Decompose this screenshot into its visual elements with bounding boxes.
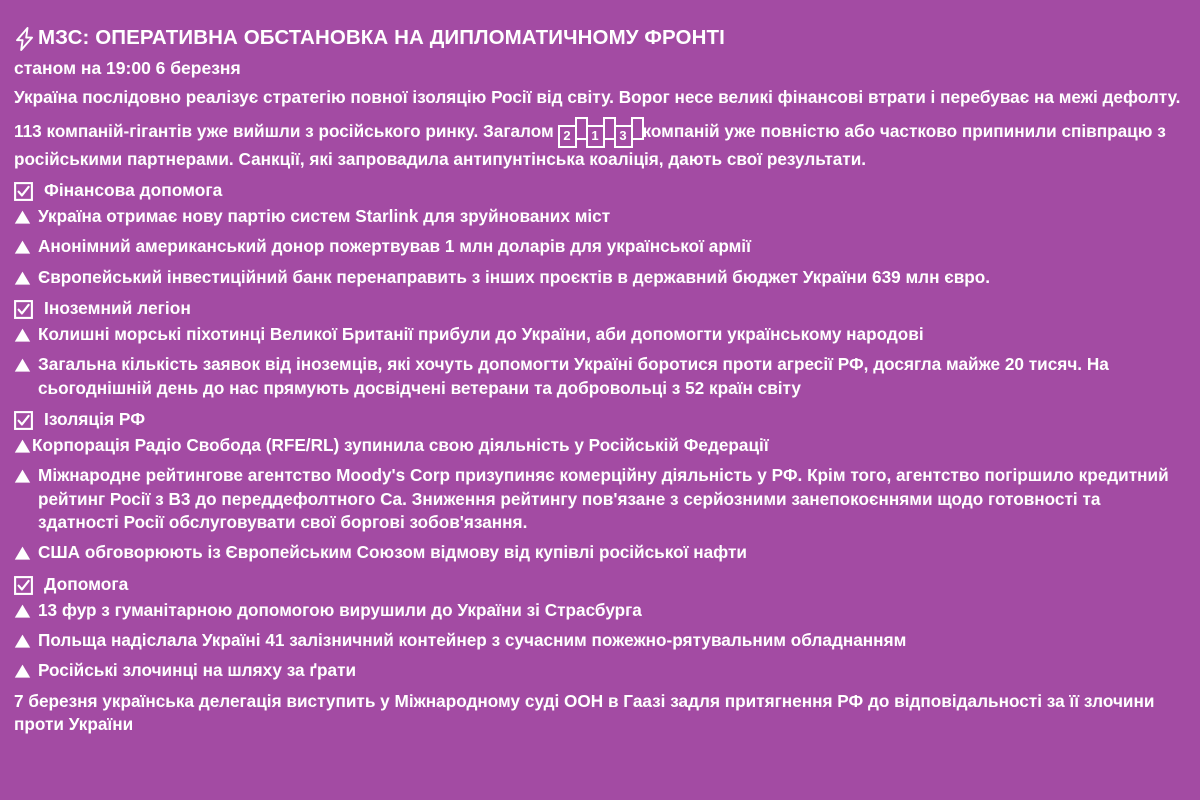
list-item-text: США обговорюють із Європейським Союзом відмову від купівлі російської нафти	[38, 542, 747, 563]
checkbox-checked-icon	[14, 576, 33, 595]
list-item	[14, 629, 1186, 652]
triangle-up-icon	[14, 603, 31, 619]
list-item-text: Україна отримає нову партію систем Starlink для зруйнованих міст	[38, 205, 611, 226]
triangle-up-icon	[14, 468, 31, 484]
triangle-up-icon	[14, 239, 31, 255]
list-item	[14, 464, 1186, 534]
list-item-text: Анонімний американський донор пожертвував 1 млн доларів для української армії	[38, 236, 751, 257]
list-item	[14, 353, 1186, 400]
section-heading	[14, 409, 1186, 430]
list-item-text: Міжнародне рейтингове агентство Moody's Corp призупиняє комерційну діяльність у РФ. Крім того, агентство погіршило кредитний рейтинг Росії з B3 до переддефолтного Ca. Зниження рейтингу пов'язане з серйозними занепокоєннями щодо готовності та здатності Росії обслуговувати свої боргові зобов'язання.	[38, 465, 1169, 533]
list-item-text: Корпорація Радіо Свобода (RFE/RL) зупинила свою діяльність у Російській Федерації	[32, 434, 769, 455]
triangle-up-icon	[14, 663, 31, 679]
list-item	[14, 434, 1186, 457]
section-title: Фінансова допомога	[44, 179, 223, 200]
section-heading	[14, 180, 1186, 201]
closing-paragraph: 7 березня українська делегація виступить у Міжнародному суді ООН в Гаазі задля притягнення РФ до відповідальності за її злочини проти України	[14, 690, 1155, 735]
checkbox-checked-icon	[14, 411, 33, 430]
high-voltage-icon	[14, 27, 36, 51]
intro-paragraph-1: Україна послідовно реалізує стратегію повної ізоляцію Росії від світу. Ворог несе великі фінансові втрати і перебуває на межі дефолту.	[14, 87, 1181, 108]
missing-glyph-box: 2	[558, 125, 577, 148]
missing-glyph-box: 3	[614, 125, 633, 148]
intro-paragraph-2	[14, 117, 1186, 171]
section-title: Допомога	[44, 573, 129, 594]
triangle-up-icon	[14, 209, 31, 225]
section-title: Іноземний легіон	[44, 297, 191, 318]
list-item-text: 13 фур з гуманітарною допомогою вирушили до України зі Страсбурга	[38, 599, 642, 620]
section-heading	[14, 574, 1186, 595]
intro-paragraph-2-before: 113 компаній-гігантів уже вийшли з російського ринку. Загалом	[14, 120, 559, 141]
list-item-text: Колишні морські піхотинці Великої Британії прибули до України, аби допомогти українському народові	[38, 323, 924, 344]
list-item	[14, 235, 1186, 258]
list-item	[14, 659, 1186, 682]
list-item-text: Російські злочинці на шляху за ґрати	[38, 660, 357, 681]
list-item-text: Європейський інвестиційний банк перенаправить з інших проєктів в державний бюджет України 639 млн євро.	[38, 266, 991, 287]
triangle-up-icon	[14, 327, 31, 343]
list-item-text: Польща надіслала Україні 41 залізничний контейнер з сучасним пожежно-рятувальним обладнанням	[38, 630, 907, 651]
intro-paragraph-2-after: компаній уже повністю або частково припинили співпрацю з російськими партнерами. Санкції, які запровадила антипунтінська коаліція, дають свої результати.	[14, 120, 1166, 169]
triangle-up-icon	[14, 270, 31, 286]
page-title	[14, 26, 1186, 50]
list-item	[14, 599, 1186, 622]
triangle-up-icon	[14, 438, 31, 454]
checkbox-checked-icon	[14, 300, 33, 319]
triangle-up-icon	[14, 545, 31, 561]
checkbox-checked-icon	[14, 182, 33, 201]
list-item	[14, 266, 1186, 289]
section-title: Ізоляція РФ	[44, 409, 146, 429]
list-item	[14, 205, 1186, 228]
list-item	[14, 323, 1186, 346]
triangle-up-icon	[14, 357, 31, 373]
triangle-up-icon	[14, 633, 31, 649]
list-item	[14, 541, 1186, 564]
timestamp: станом на 19:00 6 березня	[14, 58, 241, 78]
page-title-text: МЗС: ОПЕРАТИВНА ОБСТАНОВКА НА ДИПЛОМАТИЧНОМУ ФРОНТІ	[38, 26, 725, 50]
section-heading	[14, 298, 1186, 319]
list-item-text: Загальна кількість заявок від іноземців, які хочуть допомогти Україні боротися проти агресії РФ, досягла майже 20 тисяч. На сьогоднішній день до нас прямують досвідчені ветерани та добровольці з 52 країн світу	[38, 354, 1109, 398]
missing-glyph-box: 1	[586, 125, 605, 148]
